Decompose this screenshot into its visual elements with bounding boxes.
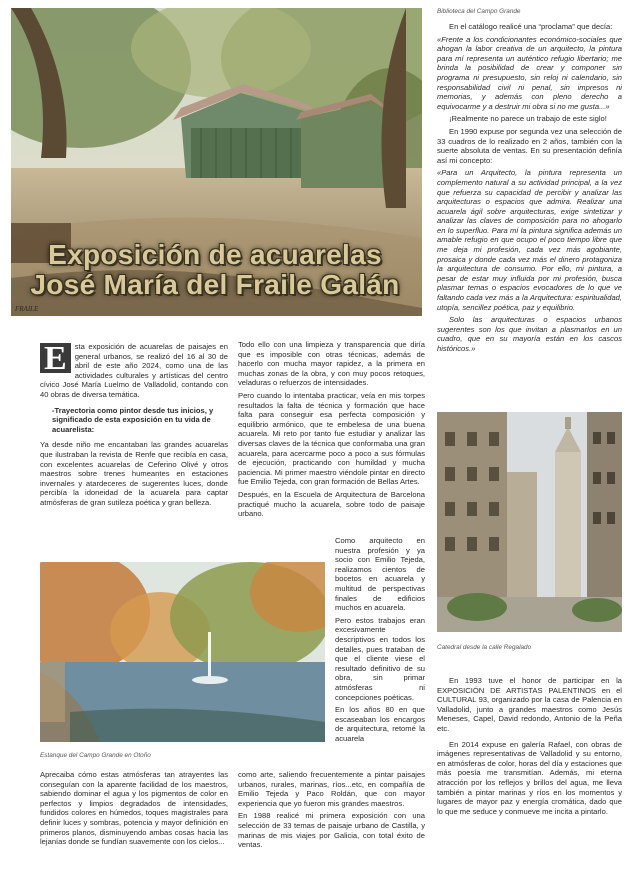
street-watercolor (437, 412, 622, 632)
interview-question: -Trayectoria como pintor desde tus inicios, y significado de esta exposición en tu vida de acuarelista: (52, 405, 214, 434)
col3-paragraph-5: En 2014 expuse en galería Rafael, con obras de imágenes representativas de Valladolid y su entorno, en atmósferas de color, horas del día y estaciones que más poesía me transmitían. Además, mi eterna atracción por los reflejos y brillos del agua, me lleva también a pintar marinas y ríos en los momentos y lugares de mayor paz y energía cromática, dado que lo que me seduce y conmueve me incita a pintarlo. (437, 739, 622, 816)
drop-cap: E (40, 343, 71, 373)
intro-paragraph: E sta exposición de acuarelas de paisajes en general urbanos, se realizó del 16 al 30 de abril de este año 2024, como una de las actividades culturales y artísticas del centro cívico José María Luelmo de Valladolid, contando con 40 obras de diversa temática. (40, 340, 228, 399)
pond-painting (40, 562, 325, 742)
column-2-narrow (335, 536, 425, 746)
pond-caption: Estanque del Campo Grande en Otoño (40, 752, 151, 759)
col2-paragraph-3: Después, en la Escuela de Arquitectura de Barcelona practiqué mucho la acuarela, sobre todo de paisaje urbano. (238, 489, 425, 519)
column-1-bottom (40, 770, 228, 850)
column-1-top (40, 342, 228, 511)
col3-quote-3: Solo las arquitecturas o espacios urbanos sugerentes son los que invitan a plasmarlos en un cuadro, que en su mayoría están en los cascos históricos.» (437, 315, 622, 353)
title-line-2: José María del Fraile Galán (30, 269, 400, 300)
column-2-top (238, 340, 425, 522)
col3-paragraph-4: En 1993 tuve el honor de participar en la EXPOSICIÓN DE ARTISTAS PALENTINOS en el CULTURAL 93, organizado por la casa de Palencia en Valladolid, junto a grandes maestros como Jesús Meneses, Capel, David redondo, Antonio de la Peña etc. (437, 676, 622, 733)
column-3-top (437, 22, 622, 357)
hero-caption: Biblioteca del Campo Grande (437, 8, 521, 15)
col1-paragraph-1: Ya desde niño me encantaban las grandes acuarelas que ilustraban la revista de Renfe que recibía en casa, con excelentes acuarelas de Ceferino Olivé y otros maestros sobre trenes humeantes en estaciones invernales y atardeceres de sugerentes luces, donde percibía la idoneidad de la acuarela para captar atmósferas de gran sutileza poética y gran belleza. (40, 440, 228, 507)
col2-paragraph-2: Pero cuando lo intentaba practicar, veía en mis torpes resultados la falta de técnica y formación que hace falta para conseguir esa perfecta composición y equilibrio armónico, que te embelesa de una buena acuarela. Mi reto por tanto fue estudiar y analizar las diversas claves de la técnica que conformaba una gran acuarela, para acercarme poco a poco a sus fórmulas de ejecución, practicando con humildad y mucha paciencia. Mi primer maestro viéndole pintar en directo fue Emilio Tejeda, con gran formación de Bellas Artes. (238, 390, 425, 487)
col2-paragraph-6: En los años 80 en que escaseaban los encargos de arquitectura, retomé la acuarela (335, 705, 425, 743)
col3-quote-2: «Para un Arquitecto, la pintura representa un complemento natural a su actividad principal, a la vez que refuerza su capacidad de percibir y analizar las arquitecturas o espacios que admira. Realizar una acuarela ágil sobre arquitecturas, exige sintetizar y analizar las claves de composición para no ahogarlo en lo superfluo. Para mí la pintura significa además un amable refugio en que ocupo el poco tiempo libre que me deja mi profesión, cada vez más agobiante, prosaica y donde cada vez más el dinero protagoniza la arquitectura de consumo. Por ello, mi pintura, a pesar de estar muy influida por mi profesión, busca plasmar temas o espacios evocadores de lo que ve faltando cada vez más a la Arquitectura: espiritualidad, utopía, sencillez poética, paz y equilibrio. (437, 168, 622, 312)
column-2-bottom (238, 770, 425, 853)
title-line-1: Exposición de acuarelas (48, 239, 382, 270)
col2-paragraph-1: Todo ello con una limpieza y transparencia que diría que es imposible con otras técnicas, además de hacerlo con mucha mayor rapidez, a la primera en muchas zonas de la obra, y con muy pocos retoques, veladuras o refuerzos de intensidades. (238, 340, 425, 388)
col2-paragraph-8: En 1988 realicé mi primera exposición con una selección de 33 temas de paisaje urbano de Castilla, y marinas de mis viajes por Galicia, con total éxito de ventas. (238, 811, 425, 850)
col3-paragraph-3: En 1990 expuse por segunda vez una selección de 33 cuadros de lo realizado en 2 años, también con la suerte absoluta de ventas. En su presentación definía así mi concepto: (437, 126, 622, 165)
article-title (30, 240, 400, 300)
pond-watercolor (40, 562, 325, 742)
col3-quote-1: «Frente a los condicionantes económico-sociales que ahogan la labor creativa de un arquitecto, la pintura para mí representa un auténtico refugio libertario; me brinda la posibilidad de crear y componer sin programa ni presupuesto, sin reloj ni calendario, sin responsabilidad civil ni penal, sin impresos ni memorias, y además con pleno derecho a equivocarme y a destruir mi obra si no me gusta...» (437, 34, 622, 111)
column-3-bottom (437, 676, 622, 819)
col2-paragraph-7: como arte, saliendo frecuentemente a pintar paisajes urbanos, rurales, marinas, ríos...etc, en compañía de Emilio Tejeda y Paco Roldán, que con mayor experiencia que yo fueron mis grandes maestros. (238, 770, 425, 808)
col2-paragraph-5: Pero estos trabajos eran excesivamente descriptivos en todos los detalles, pues trataban de que el cliente viese el resultado definitivo de su obra, sin primar atmósferas ni concepciones poéticas. (335, 615, 425, 702)
col3-paragraph-2: ¡Realmente no parece un trabajo de este siglo! (449, 114, 607, 124)
col1-paragraph-2: Aprecaiba cómo estas atmósferas tan atrayentes las conseguían con la aparente facilidad de los maestros, sabiendo dominar el agua y los pigmentos de color en perfectos y limpios degradados de intensidades, fundidos colores en húmedos, toques magistrales para definir luces y sombras, potencia y mayor definición en primeros planos, disminuyendo ambas cosas hacia las lejanías donde se fundían suavemente con los cielos... (40, 770, 228, 847)
cathedral-caption: Catedral desde la calle Regalado (437, 644, 532, 651)
artist-signature: FRAILE (15, 305, 39, 313)
cathedral-painting (437, 412, 622, 632)
col3-paragraph-1: En el catálogo realicé una “proclama” que decía: (449, 22, 613, 31)
col2-paragraph-4: Como arquitecto en nuestra profesión y ya socio con Emilio Tejeda, realizamos cientos de bocetos en acuarela y multitud de perspectivas finales de edificios muchos en acuarela. (335, 536, 425, 613)
